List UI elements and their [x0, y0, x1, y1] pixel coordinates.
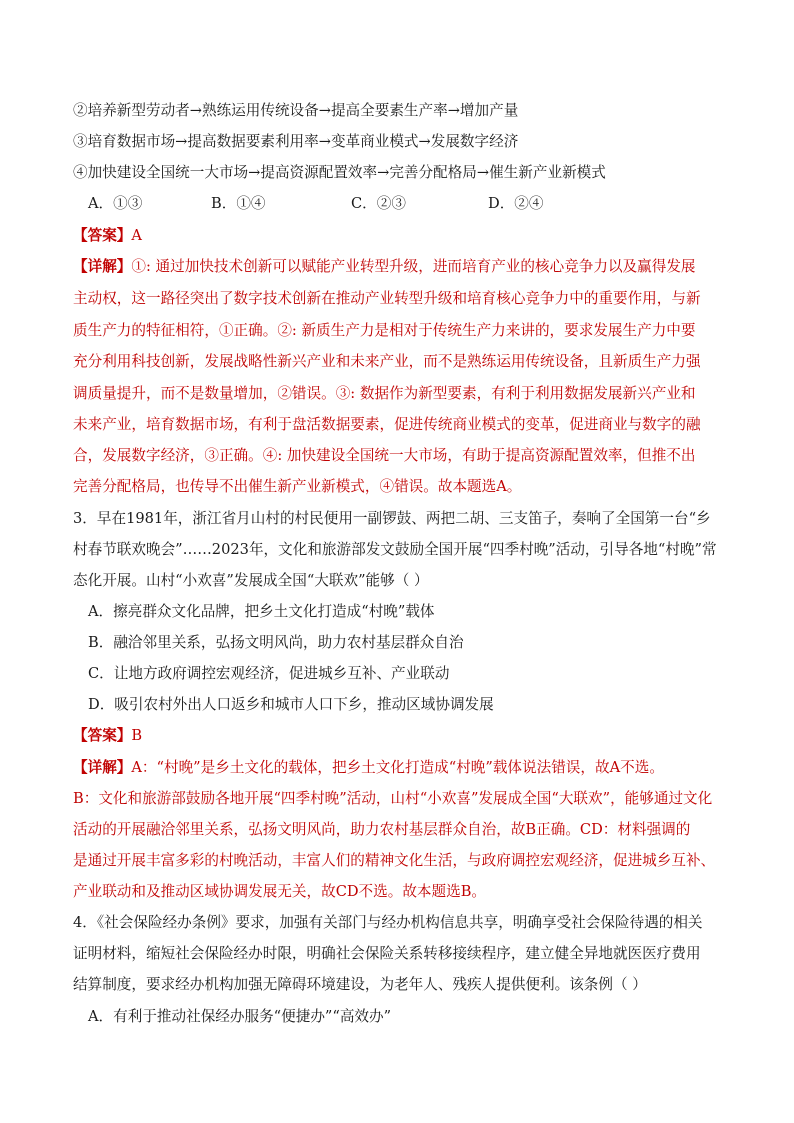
- statement-4: ④加快建设全国统一大市场→提高资源配置效率→完善分配格局→催生新产业新模式: [73, 164, 606, 181]
- answer-label: 【答案】: [73, 727, 132, 744]
- q3-option-a: A．擦亮群众文化品牌，把乡土文化打造成“村晚”载体: [88, 603, 435, 620]
- prev-detail-line-1: [73, 257, 723, 277]
- q3-detail-line-1: [73, 758, 723, 778]
- prev-answer: [73, 226, 723, 246]
- answer-value: B: [131, 727, 143, 744]
- prev-detail-line-8: 完善分配格局，也传导不出催生新产业新模式，④错误。故本题选A。: [73, 478, 522, 495]
- q3-detail-line-4: 是通过开展丰富多彩的村晚活动，丰富人们的精神文化生活，与政府调控宏观经济，促进城乡互补、: [73, 852, 716, 869]
- q3-option-d: D．吸引农村外出人口返乡和城市人口下乡，推动区域协调发展: [88, 696, 494, 713]
- detail-text: ①: 通过加快技术创新可以赋能产业转型升级，进而培育产业的核心竞争力以及赢得发展: [131, 258, 696, 275]
- q4-stem-line-1: 4．《社会保险经办条例》要求，加强有关部门与经办机构信息共享，明确享受社会保险待遇的相关: [73, 914, 703, 931]
- q3-answer: [73, 726, 723, 746]
- q4-stem-line-2: 证明材料，缩短社会保险经办时限，明确社会保险关系转移接续程序，建立健全异地就医医疗费用: [73, 945, 701, 962]
- statement-2: ②培养新型劳动者→熟练运用传统设备→提高全要素生产率→增加产量: [73, 102, 519, 119]
- q3-detail-line-2: B：文化和旅游部鼓励各地开展“四季村晚”活动，山村“小欢喜”发展成全国“大联欢”，能够通过文化: [73, 790, 713, 807]
- q3-option-c: C．让地方政府调控宏观经济，促进城乡互补、产业联动: [88, 665, 450, 682]
- q4-stem-line-3: 结算制度，要求经办机构加强无障碍环境建设，为老年人、残疾人提供便利。该条例（ ）: [73, 976, 647, 993]
- option-a: A．①③: [88, 195, 143, 212]
- q3-stem-line-3: 态化开展。山村“小欢喜”发展成全国“大联欢”能够（ ）: [73, 572, 429, 589]
- prev-detail-line-7: 合，发展数字经济，③正确。④: 加快建设全国统一大市场，有助于提高资源配置效率，但推不出: [73, 447, 696, 464]
- detail-label: 【详解】: [73, 258, 132, 275]
- option-c: C．②③: [351, 195, 406, 212]
- q3-option-b: B．融洽邻里关系，弘扬文明风尚，助力农村基层群众自治: [88, 634, 464, 651]
- option-b: B．①④: [211, 195, 266, 212]
- answer-value: A: [131, 227, 142, 244]
- prev-detail-line-4: 充分利用科技创新，发展战略性新兴产业和未来产业，而不是熟练运用传统设备，且新质生产力强: [73, 353, 701, 370]
- answer-label: 【答案】: [73, 227, 132, 244]
- prev-detail-line-6: 未来产业，培育数据市场，有利于盘活数据要素，促进传统商业模式的变革，促进商业与数字的融: [73, 416, 701, 433]
- statement-3: ③培育数据市场→提高数据要素利用率→变革商业模式→发展数字经济: [73, 133, 519, 150]
- detail-label: 【详解】: [73, 759, 132, 776]
- detail-text: A：“村晚”是乡土文化的载体，把乡土文化打造成“村晚”载体说法错误，故A不选。: [131, 759, 664, 776]
- q3-detail-line-3: 活动的开展融洽邻里关系，弘扬文明风尚，助力农村基层群众自治，故B正确。CD：材料强调的: [73, 821, 691, 838]
- prev-detail-line-2: 主动权，这一路径突出了数字技术创新在推动产业转型升级和培育核心竞争力中的重要作用，与新: [73, 290, 701, 307]
- prev-detail-line-5: 调质量提升，而不是数量增加，②错误。③: 数据作为新型要素，有利于利用数据发展新兴产业和: [73, 385, 696, 402]
- q4-option-a: A．有利于推动社保经办服务“便捷办”“高效办”: [88, 1008, 392, 1025]
- prev-options: [88, 194, 738, 214]
- option-d: D．②④: [488, 195, 544, 212]
- q3-stem-line-1: 3．早在1981年，浙江省月山村的村民便用一副锣鼓、两把二胡、三支笛子，奏响了全国第一台“乡: [73, 510, 711, 527]
- q3-stem-line-2: 村春节联欢晚会”……2023年，文化和旅游部发文鼓励全国开展“四季村晚”活动，引导各地“村晚”常: [73, 541, 717, 558]
- prev-detail-line-3: 质生产力的特征相符，①正确。②: 新质生产力是相对于传统生产力来讲的，要求发展生产力中要: [73, 322, 696, 339]
- q3-detail-line-5: 产业联动和及推动区域协调发展无关，故CD不选。故本题选B。: [73, 883, 487, 900]
